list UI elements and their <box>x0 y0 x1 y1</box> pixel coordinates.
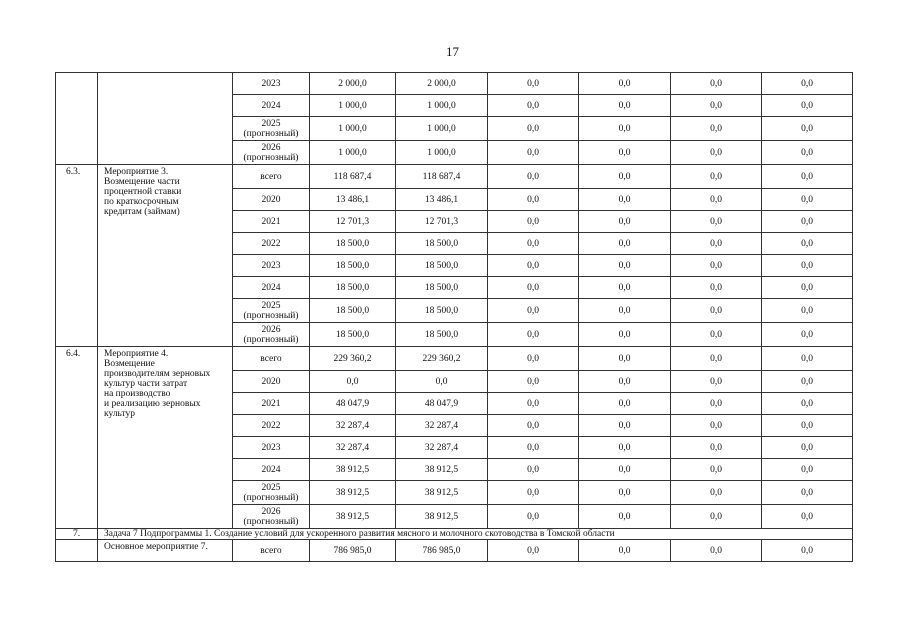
table-row <box>56 347 853 371</box>
value-cell: 18 500,0 <box>396 299 488 323</box>
year-cell: всего <box>233 540 310 562</box>
value-cell: 0,0 <box>488 73 579 95</box>
value-cell: 0,0 <box>579 141 671 165</box>
value-cell: 0,0 <box>488 323 579 347</box>
value-cell: 32 287,4 <box>310 415 396 437</box>
value-cell: 0,0 <box>488 371 579 393</box>
value-cell: 0,0 <box>488 437 579 459</box>
value-cell: 0,0 <box>488 540 579 562</box>
value-cell: 0,0 <box>579 233 671 255</box>
value-cell: 0,0 <box>671 73 762 95</box>
value-cell: 0,0 <box>762 211 853 233</box>
value-cell: 0,0 <box>762 415 853 437</box>
value-cell: 0,0 <box>762 73 853 95</box>
value-cell: 1 000,0 <box>310 141 396 165</box>
value-cell: 0,0 <box>762 95 853 117</box>
value-cell: 1 000,0 <box>396 141 488 165</box>
value-cell: 0,0 <box>579 95 671 117</box>
value-cell: 0,0 <box>579 299 671 323</box>
value-cell: 0,0 <box>488 505 579 529</box>
table-row <box>56 165 853 189</box>
value-cell: 0,0 <box>488 189 579 211</box>
value-cell: 12 701,3 <box>310 211 396 233</box>
task-row <box>56 529 853 540</box>
year-cell: всего <box>233 165 310 189</box>
value-cell: 18 500,0 <box>310 255 396 277</box>
value-cell: 0,0 <box>310 371 396 393</box>
budget-table <box>55 72 853 562</box>
value-cell: 0,0 <box>671 299 762 323</box>
year-cell: 2025 (прогнозный) <box>233 299 310 323</box>
value-cell: 0,0 <box>579 323 671 347</box>
value-cell: 0,0 <box>762 233 853 255</box>
value-cell: 1 000,0 <box>396 117 488 141</box>
number-cell: 6.3. <box>56 165 98 347</box>
value-cell: 48 047,9 <box>396 393 488 415</box>
value-cell: 0,0 <box>488 277 579 299</box>
value-cell: 0,0 <box>488 459 579 481</box>
value-cell: 13 486,1 <box>396 189 488 211</box>
year-cell: 2025 (прогнозный) <box>233 117 310 141</box>
value-cell: 0,0 <box>762 165 853 189</box>
value-cell: 38 912,5 <box>310 505 396 529</box>
value-cell: 18 500,0 <box>396 255 488 277</box>
value-cell: 0,0 <box>762 481 853 505</box>
value-cell: 0,0 <box>488 165 579 189</box>
number-cell: 6.4. <box>56 347 98 529</box>
page-number: 17 <box>446 44 459 59</box>
value-cell: 1 000,0 <box>396 95 488 117</box>
year-cell: 2026 (прогнозный) <box>233 141 310 165</box>
value-cell: 0,0 <box>671 323 762 347</box>
value-cell: 0,0 <box>488 95 579 117</box>
value-cell: 0,0 <box>671 233 762 255</box>
year-cell: 2026 (прогнозный) <box>233 323 310 347</box>
value-cell: 0,0 <box>579 189 671 211</box>
value-cell: 229 360,2 <box>396 347 488 371</box>
year-cell: 2024 <box>233 459 310 481</box>
year-cell: всего <box>233 347 310 371</box>
value-cell: 0,0 <box>671 95 762 117</box>
task-number-cell: 7. <box>56 529 98 540</box>
value-cell: 0,0 <box>762 299 853 323</box>
value-cell: 0,0 <box>762 323 853 347</box>
value-cell: 0,0 <box>671 189 762 211</box>
value-cell: 0,0 <box>579 437 671 459</box>
value-cell: 229 360,2 <box>310 347 396 371</box>
year-cell: 2023 <box>233 437 310 459</box>
value-cell: 12 701,3 <box>396 211 488 233</box>
value-cell: 0,0 <box>579 255 671 277</box>
name-cell: Мероприятие 4. Возмещение производителям зерновых культур части затрат на производство и реализацию зерновых культур <box>98 347 233 529</box>
year-cell: 2024 <box>233 95 310 117</box>
value-cell: 0,0 <box>579 415 671 437</box>
value-cell: 0,0 <box>579 117 671 141</box>
value-cell: 48 047,9 <box>310 393 396 415</box>
value-cell: 0,0 <box>488 211 579 233</box>
value-cell: 0,0 <box>671 540 762 562</box>
value-cell: 0,0 <box>671 117 762 141</box>
value-cell: 18 500,0 <box>396 233 488 255</box>
value-cell: 0,0 <box>671 437 762 459</box>
value-cell: 0,0 <box>579 505 671 529</box>
value-cell: 38 912,5 <box>396 459 488 481</box>
number-cell <box>56 73 98 165</box>
name-cell: Мероприятие 3. Возмещение части процентной ставки по краткосрочным кредитам (займам) <box>98 165 233 347</box>
value-cell: 0,0 <box>579 165 671 189</box>
year-cell: 2020 <box>233 189 310 211</box>
value-cell: 38 912,5 <box>396 505 488 529</box>
year-cell: 2022 <box>233 233 310 255</box>
value-cell: 0,0 <box>579 73 671 95</box>
value-cell: 0,0 <box>579 393 671 415</box>
table-row <box>56 73 853 95</box>
name-cell: Основное мероприятие 7. <box>98 540 233 562</box>
value-cell: 0,0 <box>762 393 853 415</box>
value-cell: 0,0 <box>488 481 579 505</box>
value-cell: 13 486,1 <box>310 189 396 211</box>
value-cell: 0,0 <box>488 393 579 415</box>
value-cell: 32 287,4 <box>396 437 488 459</box>
value-cell: 0,0 <box>671 165 762 189</box>
value-cell: 0,0 <box>488 347 579 371</box>
value-cell: 0,0 <box>762 255 853 277</box>
value-cell: 32 287,4 <box>310 437 396 459</box>
value-cell: 38 912,5 <box>310 459 396 481</box>
value-cell: 0,0 <box>762 347 853 371</box>
year-cell: 2022 <box>233 415 310 437</box>
value-cell: 0,0 <box>671 255 762 277</box>
year-cell: 2021 <box>233 211 310 233</box>
value-cell: 0,0 <box>488 117 579 141</box>
value-cell: 0,0 <box>671 141 762 165</box>
table-body <box>56 73 853 562</box>
value-cell: 38 912,5 <box>310 481 396 505</box>
value-cell: 0,0 <box>488 141 579 165</box>
value-cell: 18 500,0 <box>310 323 396 347</box>
value-cell: 0,0 <box>762 371 853 393</box>
year-cell: 2021 <box>233 393 310 415</box>
value-cell: 118 687,4 <box>396 165 488 189</box>
value-cell: 0,0 <box>762 141 853 165</box>
name-cell <box>98 73 233 165</box>
year-cell: 2026 (прогнозный) <box>233 505 310 529</box>
value-cell: 18 500,0 <box>310 233 396 255</box>
value-cell: 0,0 <box>671 459 762 481</box>
value-cell: 0,0 <box>671 393 762 415</box>
value-cell: 0,0 <box>579 540 671 562</box>
value-cell: 0,0 <box>671 211 762 233</box>
value-cell: 0,0 <box>671 347 762 371</box>
value-cell: 786 985,0 <box>396 540 488 562</box>
year-cell: 2023 <box>233 255 310 277</box>
value-cell: 1 000,0 <box>310 95 396 117</box>
value-cell: 0,0 <box>762 540 853 562</box>
value-cell: 0,0 <box>488 299 579 323</box>
value-cell: 0,0 <box>488 233 579 255</box>
value-cell: 0,0 <box>762 459 853 481</box>
value-cell: 18 500,0 <box>396 323 488 347</box>
task-text-cell: Задача 7 Подпрограммы 1. Создание условий для ускоренного развития мясного и молочного скотоводства в Томской области <box>98 529 853 540</box>
value-cell: 0,0 <box>762 437 853 459</box>
value-cell: 0,0 <box>488 255 579 277</box>
value-cell: 0,0 <box>579 277 671 299</box>
value-cell: 0,0 <box>671 415 762 437</box>
year-cell: 2025 (прогнозный) <box>233 481 310 505</box>
value-cell: 0,0 <box>762 117 853 141</box>
value-cell: 0,0 <box>762 277 853 299</box>
table-row <box>56 540 853 562</box>
value-cell: 18 500,0 <box>396 277 488 299</box>
value-cell: 0,0 <box>396 371 488 393</box>
value-cell: 18 500,0 <box>310 299 396 323</box>
value-cell: 1 000,0 <box>310 117 396 141</box>
value-cell: 2 000,0 <box>396 73 488 95</box>
value-cell: 38 912,5 <box>396 481 488 505</box>
year-cell: 2020 <box>233 371 310 393</box>
number-cell <box>56 540 98 562</box>
value-cell: 18 500,0 <box>310 277 396 299</box>
value-cell: 0,0 <box>762 189 853 211</box>
value-cell: 0,0 <box>579 459 671 481</box>
value-cell: 0,0 <box>671 277 762 299</box>
value-cell: 0,0 <box>488 415 579 437</box>
value-cell: 0,0 <box>579 371 671 393</box>
value-cell: 2 000,0 <box>310 73 396 95</box>
value-cell: 786 985,0 <box>310 540 396 562</box>
year-cell: 2023 <box>233 73 310 95</box>
value-cell: 32 287,4 <box>396 415 488 437</box>
value-cell: 0,0 <box>671 371 762 393</box>
value-cell: 0,0 <box>579 347 671 371</box>
value-cell: 0,0 <box>579 481 671 505</box>
value-cell: 118 687,4 <box>310 165 396 189</box>
value-cell: 0,0 <box>579 211 671 233</box>
value-cell: 0,0 <box>762 505 853 529</box>
year-cell: 2024 <box>233 277 310 299</box>
value-cell: 0,0 <box>671 481 762 505</box>
value-cell: 0,0 <box>671 505 762 529</box>
